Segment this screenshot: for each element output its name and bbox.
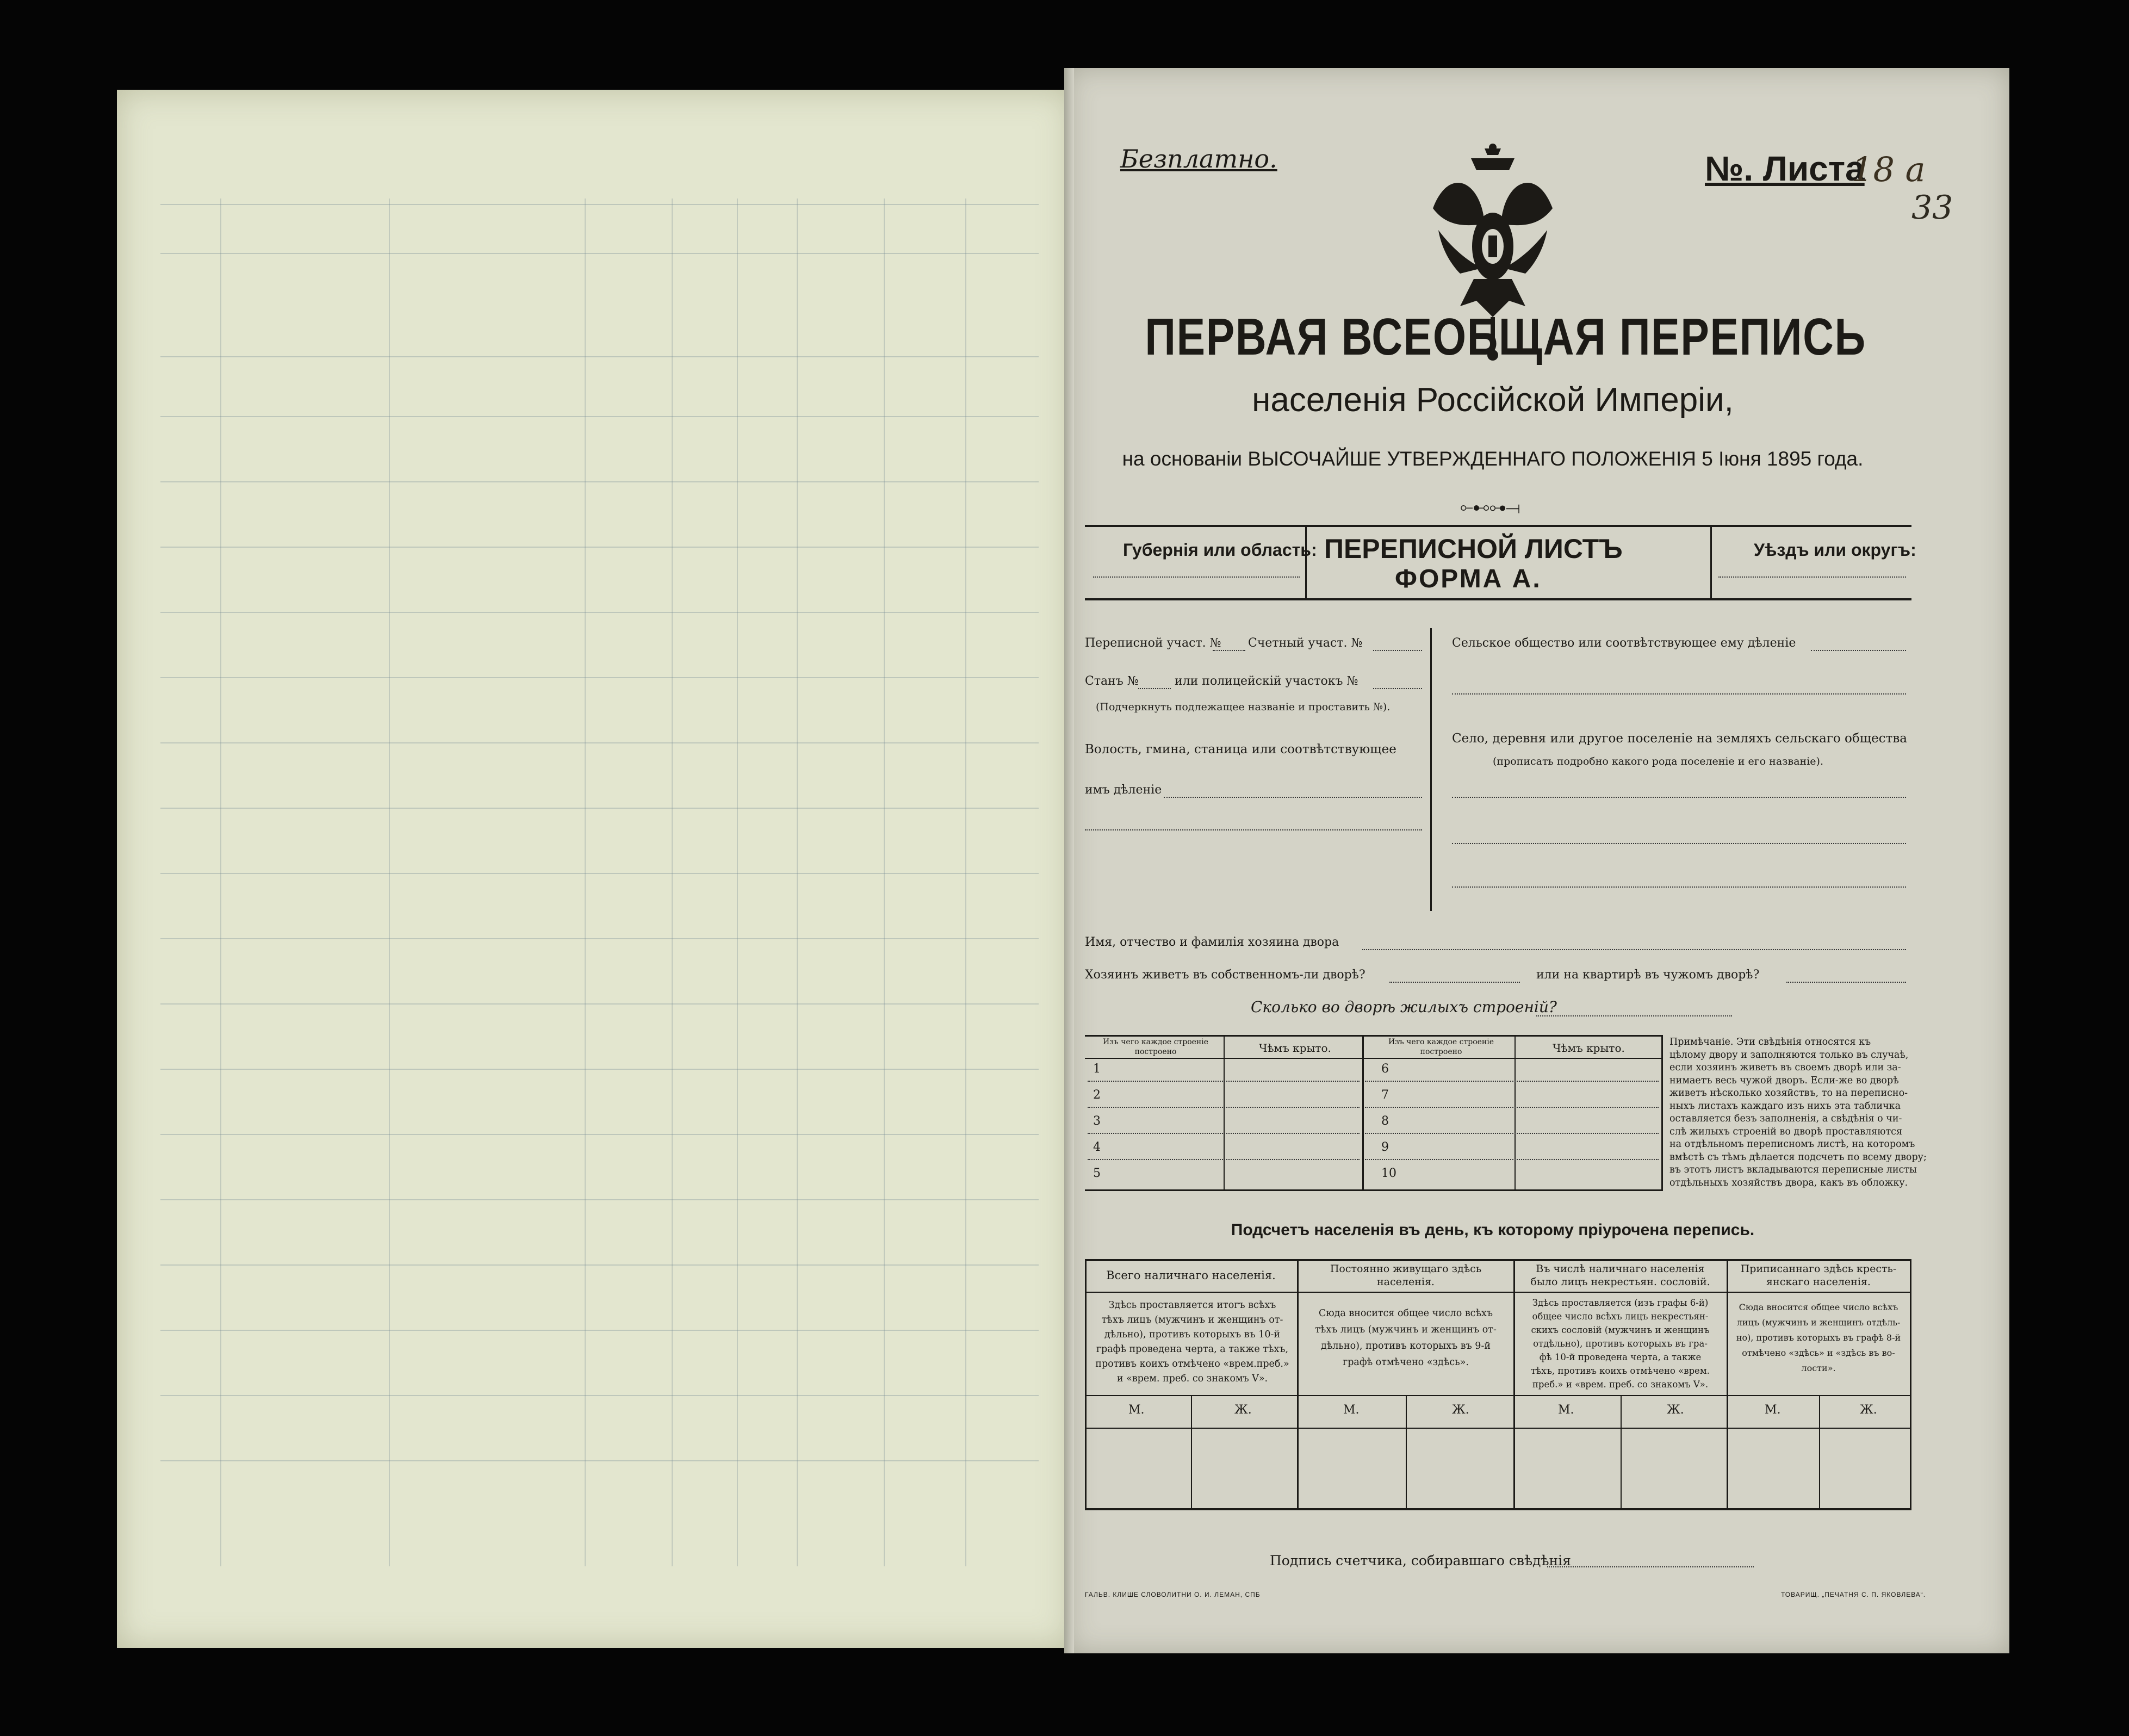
note-line: Примѣчаніе. Эти свѣдѣнія относятся къ	[1669, 1037, 1871, 1047]
count-district-label: Счетный участ. №	[1248, 636, 1363, 650]
building-row-rule[interactable]	[1088, 1107, 1360, 1108]
underline-note: (Подчеркнуть подлежащее названіе и проставить №).	[1096, 701, 1391, 713]
count-body-line: лицъ (мужчинъ и женщинъ отдѣль-	[1736, 1317, 1901, 1328]
count-head-line: янскаго населенія.	[1766, 1276, 1871, 1288]
count-body-line: Сюда вносится общее число всѣхъ	[1739, 1302, 1898, 1312]
census-subtitle: населенія Россійской Имперіи,	[1252, 381, 1734, 419]
male-label: М.	[1765, 1403, 1781, 1417]
census-district-label: Переписной участ. №	[1085, 636, 1221, 650]
ruled-line	[160, 1330, 1039, 1331]
female-label: Ж.	[1667, 1403, 1684, 1417]
count-body-line: тѣхъ лицъ (мужчинъ и женщинъ от-	[1101, 1315, 1283, 1325]
note-line: цѣлому двору и заполняются только въ случаѣ,	[1669, 1049, 1909, 1061]
buildings-col-divider	[1514, 1035, 1516, 1191]
buildings-col1-header-right: Изъ чего каждое строеніе построено	[1388, 1038, 1494, 1056]
census-form-page	[1069, 68, 2009, 1653]
ruled-line	[160, 1460, 1039, 1461]
legal-basis: на основаніи ВЫСОЧАЙШЕ УТВЕРЖДЕННАГО ПОЛОЖЕНІЯ 5 Іюня 1895 года.	[1122, 448, 1864, 470]
volost-label-2: имъ дѣленіе	[1085, 783, 1162, 797]
volost-label: Волость, гмина, станица или соотвѣтствующее	[1085, 742, 1396, 757]
ruled-line	[160, 1199, 1039, 1200]
building-row-num: 5	[1093, 1167, 1101, 1180]
printer-credit-left: ГАЛЬВ. КЛИШЕ СЛОВОЛИТНИ О. И. ЛЕМАН, СПБ	[1085, 1591, 1261, 1598]
buildings-table-header-rule	[1085, 1058, 1661, 1059]
ruled-line	[160, 1395, 1039, 1396]
buildings-table-top	[1085, 1035, 1661, 1037]
count-table-head-rule	[1085, 1292, 1911, 1293]
count-col-body	[1729, 1300, 1908, 1376]
count-body-line: преб.» и «врем. преб. со знакомъ V».	[1532, 1379, 1709, 1390]
ruled-line	[160, 742, 1039, 743]
census-title: ПЕРВАЯ ВСЕОБЩАЯ ПЕРЕПИСЬ	[1145, 308, 1866, 366]
note-line: на отдѣльномъ переписномъ листѣ, на которомъ	[1669, 1139, 1915, 1150]
ruled-line	[160, 253, 1039, 254]
count-body-line: противъ коихъ отмѣчено «врем.преб.»	[1095, 1359, 1289, 1369]
rural-society-field-2[interactable]	[1452, 693, 1906, 695]
ornament-divider: ⟜⊷⊶⟞	[1460, 498, 1520, 517]
rural-society-field[interactable]	[1811, 650, 1906, 651]
count-col-rule	[1727, 1259, 1728, 1510]
count-body-line: Сюда вносится общее число всѣхъ	[1318, 1308, 1493, 1319]
buildings-col2-header: Чѣмъ крыто.	[1259, 1041, 1331, 1055]
ruled-column	[965, 199, 966, 1566]
count-head-line: Постоянно живущаго здѣсь	[1330, 1263, 1482, 1275]
ruled-line	[160, 873, 1039, 874]
form-letter: ФОРМА А.	[1395, 565, 1542, 593]
note-line: нимаетъ весь чужой дворъ. Если-же во дворѣ	[1669, 1075, 1899, 1086]
free-label: Безплатно.	[1120, 144, 1277, 173]
district-label: Уѣздъ или округъ:	[1754, 540, 1916, 560]
own-yard-field[interactable]	[1389, 982, 1520, 983]
count-col-rule	[1910, 1259, 1911, 1510]
form-header-divider	[1305, 525, 1307, 600]
mf-divider	[1819, 1395, 1820, 1509]
note-line: ныхъ листахъ каждаго изъ нихъ эта табличка	[1669, 1100, 1901, 1112]
building-row-num: 8	[1381, 1114, 1389, 1128]
building-row-rule[interactable]	[1365, 1133, 1659, 1134]
count-head-line: было лицъ некрестьян. сословій.	[1530, 1276, 1710, 1288]
village-note: (прописать подробно какого рода поселеніе и его названіе).	[1493, 755, 1823, 767]
left-page	[117, 90, 1071, 1648]
count-table-bottom	[1085, 1508, 1911, 1510]
count-head-line: Приписаннаго здѣсь кресть-	[1740, 1263, 1897, 1275]
building-row-rule[interactable]	[1088, 1133, 1360, 1134]
mf-divider	[1406, 1395, 1407, 1509]
count-body-line: но), противъ которыхъ въ графѣ 8-й	[1736, 1332, 1901, 1343]
form-header-bottom-rule	[1085, 598, 1911, 600]
building-row-num: 4	[1093, 1140, 1101, 1154]
rural-society-label: Сельское общество или соотвѣтствующее ему дѣленіе	[1452, 636, 1796, 650]
count-body-line: тѣхъ лицъ (мужчинъ и женщинъ от-	[1315, 1324, 1497, 1335]
count-col-head	[1729, 1262, 1908, 1288]
buildings-note	[1669, 1036, 1927, 1189]
count-head-line: Въ числѣ наличнаго населенія	[1536, 1263, 1705, 1275]
buildings-table-bottom	[1085, 1189, 1661, 1191]
count-table-mf-rule	[1085, 1428, 1911, 1429]
count-body-line: графѣ отмѣчено «здѣсь».	[1343, 1357, 1469, 1368]
apartment-label: или на квартирѣ въ чужомъ дворѣ?	[1536, 968, 1760, 982]
ruled-line	[160, 938, 1039, 939]
buildings-middle-divider	[1362, 1035, 1364, 1191]
police-district-label: или полицейскій участокъ №	[1175, 674, 1358, 688]
owner-name-label: Имя, отчество и фамилія хозяина двора	[1085, 935, 1339, 949]
count-col-body	[1090, 1298, 1294, 1386]
ruled-line	[160, 204, 1039, 205]
count-body-line: общее число всѣхъ лицъ некрестьян-	[1532, 1311, 1709, 1322]
sheet-number-handwritten: 18 а	[1852, 150, 1926, 189]
form-header-divider	[1710, 525, 1712, 600]
count-body-line: скихъ сословій (мужчинъ и женщинъ	[1531, 1325, 1710, 1335]
building-row-rule[interactable]	[1365, 1107, 1659, 1108]
ruled-column	[797, 199, 798, 1566]
stan-field[interactable]	[1138, 688, 1171, 689]
ruled-line	[160, 1069, 1039, 1070]
building-row-num: 1	[1093, 1062, 1101, 1076]
building-row-rule[interactable]	[1088, 1081, 1360, 1082]
female-label: Ж.	[1234, 1403, 1252, 1417]
count-body-line: отмѣчено «здѣсь» и «здѣсь въ во-	[1742, 1348, 1895, 1358]
buildings-col-divider	[1224, 1035, 1225, 1191]
count-col-head	[1516, 1262, 1725, 1288]
sheet-type-title: ПЕРЕПИСНОЙ ЛИСТЪ	[1324, 534, 1623, 564]
owner-lives-label: Хозяинъ живетъ въ собственномъ-ли дворѣ?	[1085, 968, 1365, 982]
count-body-line: тѣхъ, противъ коихъ отмѣчено «врем.	[1531, 1366, 1710, 1376]
note-line: вмѣстѣ съ тѣмъ дѣлается подсчетъ по всему двору;	[1669, 1151, 1927, 1163]
count-col-rule	[1513, 1259, 1515, 1510]
building-row-num: 2	[1093, 1088, 1101, 1102]
buildings-question: Сколько во дворѣ жилыхъ строеній?	[1251, 998, 1557, 1016]
building-row-num: 3	[1093, 1114, 1101, 1128]
ruled-line	[160, 481, 1039, 482]
building-row-rule[interactable]	[1088, 1159, 1360, 1160]
ruled-line	[160, 1134, 1039, 1135]
village-field[interactable]	[1452, 797, 1906, 798]
ruled-column	[220, 199, 221, 1566]
ruled-line	[160, 1003, 1039, 1005]
count-col-body	[1516, 1296, 1725, 1391]
building-row-rule[interactable]	[1365, 1159, 1659, 1160]
form-header-top-rule	[1085, 525, 1911, 527]
count-head-line: населенія.	[1377, 1276, 1435, 1288]
count-col-head: Всего наличнаго населенія.	[1106, 1269, 1276, 1282]
mf-divider	[1191, 1395, 1192, 1509]
male-label: М.	[1128, 1403, 1145, 1417]
count-body-line: Здѣсь проставляется (изъ графы 6-й)	[1532, 1298, 1709, 1308]
ruled-line	[160, 612, 1039, 613]
buildings-col2-header-right: Чѣмъ крыто.	[1553, 1041, 1625, 1055]
count-section-title: Подсчетъ населенія въ день, къ которому пріурочена перепись.	[1231, 1221, 1755, 1239]
ruled-column	[585, 199, 586, 1566]
owner-name-field[interactable]	[1362, 949, 1906, 950]
count-body-line: дѣльно), противъ которыхъ въ 9-й	[1320, 1341, 1491, 1351]
ruled-line	[160, 547, 1039, 548]
mf-divider	[1621, 1395, 1622, 1509]
ruled-line	[160, 356, 1039, 357]
police-district-field[interactable]	[1373, 688, 1422, 689]
count-body-line: Здѣсь проставляется итогъ всѣхъ	[1108, 1300, 1276, 1311]
note-line: живетъ нѣсколько хозяйствъ, то на переписно-	[1669, 1088, 1908, 1099]
ruled-column	[672, 199, 673, 1566]
male-label: М.	[1343, 1403, 1360, 1417]
female-label: Ж.	[1860, 1403, 1877, 1417]
female-label: Ж.	[1452, 1403, 1469, 1417]
note-line: слѣ жилыхъ строеній во дворѣ проставляются	[1669, 1126, 1902, 1137]
count-district-field[interactable]	[1373, 650, 1422, 651]
ruled-line	[160, 416, 1039, 417]
note-line: отдѣльныхъ хозяйствъ двора, какъ въ обложку.	[1669, 1177, 1908, 1188]
count-table-top	[1085, 1259, 1911, 1261]
sheet-number-corner: 33	[1911, 189, 1953, 227]
male-label: М.	[1558, 1403, 1574, 1417]
note-line: если хозяинъ живетъ въ своемъ дворѣ или за-	[1669, 1062, 1901, 1073]
district-field[interactable]	[1718, 576, 1906, 578]
building-row-rule[interactable]	[1365, 1081, 1659, 1082]
census-district-field[interactable]	[1213, 650, 1245, 651]
village-field-2[interactable]	[1452, 843, 1906, 844]
count-col-head	[1300, 1262, 1512, 1288]
buildings-count-field[interactable]	[1536, 1015, 1732, 1016]
count-body-line: лости».	[1801, 1363, 1836, 1373]
building-row-num: 9	[1381, 1140, 1389, 1154]
sheet-number-label: №. Листа	[1705, 149, 1865, 188]
village-label: Село, деревня или другое поселеніе на земляхъ сельскаго общества	[1452, 731, 1908, 746]
enumerator-signature-label: Подпись счетчика, собиравшаго свѣдѣнія	[1270, 1553, 1571, 1568]
ruled-column	[737, 199, 738, 1566]
count-col-rule	[1297, 1259, 1299, 1510]
note-line: оставляется безъ заполненія, а свѣдѣнія о чи-	[1669, 1113, 1902, 1124]
building-row-num: 7	[1381, 1088, 1389, 1102]
count-col-rule	[1085, 1259, 1087, 1510]
ruled-line	[160, 808, 1039, 809]
volost-field[interactable]	[1164, 797, 1422, 798]
village-field-3[interactable]	[1452, 886, 1906, 888]
building-row-num: 10	[1381, 1167, 1396, 1180]
count-body-line: дѣльно), противъ которыхъ въ 10-й	[1104, 1329, 1281, 1340]
printer-credit-right: ТОВАРИЩ. „ПЕЧАТНЯ С. П. ЯКОВЛЕВА“.	[1781, 1591, 1926, 1598]
buildings-table-right	[1661, 1035, 1663, 1191]
apartment-field[interactable]	[1786, 982, 1906, 983]
field-block-divider	[1430, 628, 1432, 911]
count-body-line: отдѣльно), противъ которыхъ въ гра-	[1533, 1338, 1708, 1349]
stan-label: Станъ №	[1085, 674, 1139, 688]
count-col-body	[1300, 1305, 1512, 1371]
volost-field-2[interactable]	[1085, 829, 1422, 830]
count-table-body-rule	[1085, 1395, 1911, 1396]
note-line: въ этотъ листъ вкладываются переписные листы	[1669, 1164, 1917, 1175]
enumerator-signature-field[interactable]	[1547, 1566, 1754, 1567]
count-body-line: и «врем. преб. со знакомъ V».	[1116, 1373, 1268, 1384]
ruled-column	[389, 199, 390, 1566]
province-field[interactable]	[1093, 576, 1300, 578]
building-row-num: 6	[1381, 1062, 1389, 1076]
province-label: Губернія или область:	[1123, 540, 1317, 560]
count-body-line: графѣ проведена черта, а также тѣхъ,	[1096, 1344, 1289, 1355]
ruled-line	[160, 1264, 1039, 1266]
buildings-col1-header: Изъ чего каждое строеніе построено	[1102, 1038, 1209, 1056]
count-body-line: фѣ 10-й проведена черта, а также	[1539, 1352, 1702, 1362]
ruled-column	[884, 199, 885, 1566]
ruled-line	[160, 677, 1039, 678]
